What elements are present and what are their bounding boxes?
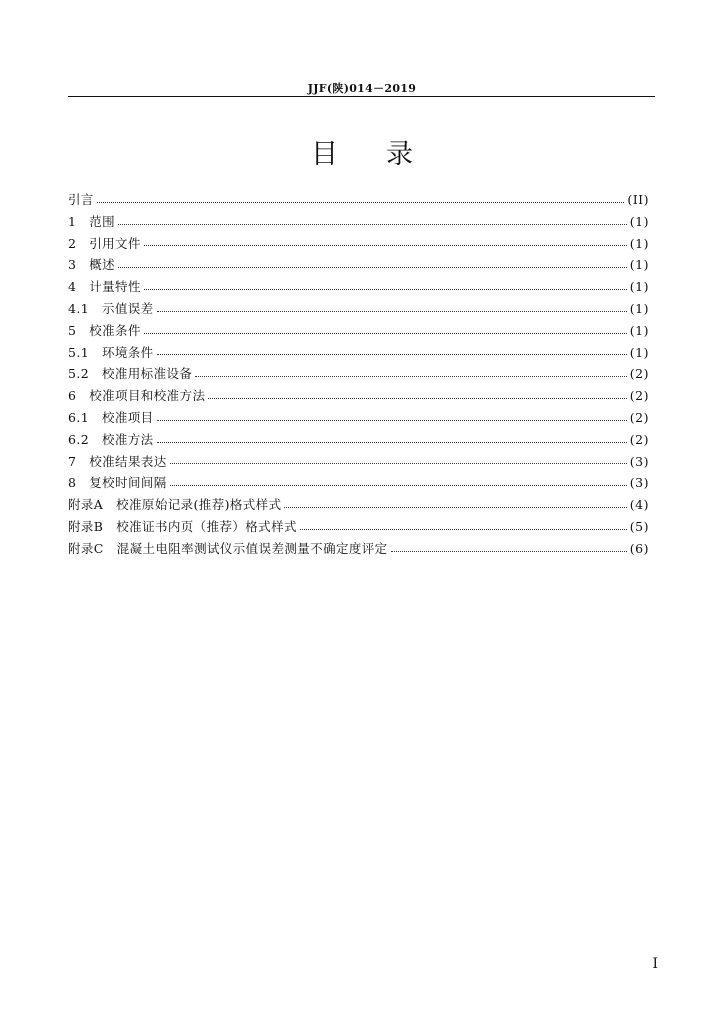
toc-entry[interactable] [68, 451, 649, 473]
toc-entry-page: (2) [629, 431, 649, 447]
toc-entry-label: 3 概述 [68, 257, 116, 273]
toc-entry-label: 引言 [68, 192, 94, 207]
toc-entry-page: (3) [629, 475, 649, 491]
toc-dot-leader [195, 375, 627, 377]
toc-dot-leader [144, 288, 627, 290]
toc-dot-leader [391, 550, 627, 552]
toc-entry-page: (4) [629, 497, 649, 513]
toc-dot-leader [208, 397, 626, 399]
toc-entry[interactable] [68, 211, 649, 233]
toc-dot-leader [170, 462, 627, 464]
toc-entry-label: 6.1 校准项目 [68, 409, 154, 425]
toc-dot-leader [157, 419, 627, 421]
toc-entry[interactable] [68, 233, 649, 255]
toc-dot-leader [157, 441, 627, 443]
toc-entry-page: (1) [629, 213, 649, 229]
toc-dot-leader [97, 201, 625, 203]
toc-entry-label: 2 引用文件 [68, 235, 141, 251]
toc-entry[interactable] [68, 538, 649, 560]
toc-entry-page: (5) [629, 518, 649, 534]
toc-entry[interactable] [68, 342, 649, 364]
toc-entry-label: 4.1 示值误差 [68, 300, 154, 316]
toc-dot-leader [300, 528, 627, 530]
toc-entry[interactable] [68, 276, 649, 298]
toc-entry-label: 5.2 校准用标准设备 [68, 366, 193, 382]
toc-entry-label: 8 复校时间间隔 [68, 475, 167, 491]
toc-entry-page: (2) [629, 409, 649, 425]
toc-entry-label: 5 校准条件 [68, 322, 141, 338]
toc-entry-page: (1) [629, 235, 649, 251]
toc-entry-label: 7 校准结果表达 [68, 453, 167, 469]
toc-entry-page: (1) [629, 279, 649, 295]
toc-entry[interactable] [68, 516, 649, 538]
toc-entry-page: (II) [627, 192, 649, 207]
toc-entry[interactable] [68, 472, 649, 494]
toc-entry-label: 1 范围 [68, 213, 116, 229]
toc-entry[interactable] [68, 494, 649, 516]
toc-entry-label: 附录C 混凝土电阻率测试仪示值误差测量不确定度评定 [68, 540, 388, 556]
toc-dot-leader [284, 506, 626, 508]
toc-entry-page: (2) [629, 388, 649, 404]
toc-entry-label: 6.2 校准方法 [68, 431, 154, 447]
toc-dot-leader [118, 223, 627, 225]
toc-entry-label: 4 计量特性 [68, 279, 141, 295]
toc-entry-label: 附录B 校准证书内页（推荐）格式样式 [68, 518, 297, 534]
toc-entry[interactable] [68, 385, 649, 407]
toc-dot-leader [118, 266, 627, 268]
toc-title: 目录 [311, 139, 461, 170]
toc-entry-page: (1) [629, 344, 649, 360]
toc-entry-label: 附录A 校准原始记录(推荐)格式样式 [68, 497, 282, 513]
toc-entry-label: 6 校准项目和校准方法 [68, 388, 206, 404]
page-number: I [652, 956, 658, 972]
toc-entry-page: (1) [629, 322, 649, 338]
table-of-contents [68, 189, 649, 560]
toc-dot-leader [170, 484, 627, 486]
toc-entry[interactable] [68, 254, 649, 276]
toc-entry-page: (3) [629, 453, 649, 469]
toc-dot-leader [157, 310, 627, 312]
header-rule [68, 96, 655, 97]
toc-entry[interactable] [68, 189, 649, 211]
toc-dot-leader [157, 353, 627, 355]
toc-entry[interactable] [68, 320, 649, 342]
toc-entry[interactable] [68, 407, 649, 429]
toc-entry[interactable] [68, 363, 649, 385]
toc-entry-page: (1) [629, 257, 649, 273]
toc-dot-leader [144, 332, 627, 334]
toc-entry-page: (2) [629, 366, 649, 382]
toc-dot-leader [144, 244, 627, 246]
toc-entry-label: 5.1 环境条件 [68, 344, 154, 360]
document-code: JJF(陕)014－2019 [307, 82, 417, 95]
toc-entry[interactable] [68, 429, 649, 451]
toc-entry[interactable] [68, 298, 649, 320]
toc-entry-page: (1) [629, 300, 649, 316]
toc-entry-page: (6) [629, 540, 649, 556]
